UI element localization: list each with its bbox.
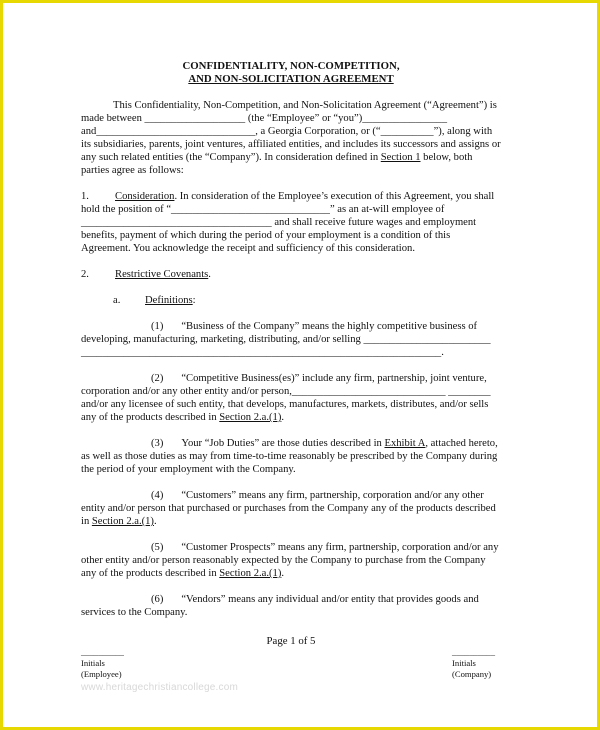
definition-text: “Customers” means any firm, partnership, corporation and/or any other entity and/or person that purchased or purchases from the Company any of the products described in <box>81 490 496 527</box>
section-2-heading: Restrictive Covenants <box>115 269 209 280</box>
definition-text-end: . <box>281 412 285 423</box>
initials-row <box>81 647 501 687</box>
definition-number: (5) <box>151 542 164 553</box>
section-2-heading-line <box>81 268 501 281</box>
employee-initials-block <box>81 647 124 680</box>
company-initials-block <box>452 647 495 680</box>
section-1-heading: Consideration <box>115 191 175 202</box>
employee-initials-sublabel: (Employee) <box>81 669 122 679</box>
definition-text: Your “Job Duties” are those duties described in <box>181 438 385 449</box>
intro-section-link[interactable]: Section 1 <box>380 152 421 163</box>
definition-reference-link[interactable]: Section 2.a.(1) <box>219 412 282 423</box>
intro-text: This Confidentiality, Non-Competition, and Non-Solicitation Agreement (“Agreement”) is made between ___________________ (the “Employee” or “you”)________________ and______________________________, a Georgia Corporation, or (“__________”), along with its subsidiaries, parents, joint ventures, affiliated entities, and includes its successors and assigns or any such related entities (the “Company”). In consideration defined in <box>81 100 501 163</box>
definition-item <box>81 593 501 619</box>
definition-item <box>81 320 501 359</box>
definition-number: (6) <box>151 594 164 605</box>
definition-item <box>81 372 501 424</box>
employee-initials-line[interactable]: __________ <box>81 647 124 657</box>
section-1-paragraph <box>81 190 501 255</box>
section-2-period: . <box>208 269 211 280</box>
subsection-a-colon: : <box>192 295 196 306</box>
definition-text: “Vendors” means any individual and/or entity that provides goods and services to the Company. <box>81 594 479 618</box>
section-2-number: 2. <box>81 269 89 280</box>
page-footer <box>81 635 501 687</box>
subsection-a-heading: Definitions <box>145 295 193 306</box>
definition-item <box>81 489 501 528</box>
intro-paragraph <box>81 99 501 177</box>
company-initials-line[interactable]: __________ <box>452 647 495 657</box>
definition-reference-link[interactable]: Section 2.a.(1) <box>219 568 282 579</box>
subsection-a-heading-line <box>81 294 501 307</box>
intro-text-end: below, both parties agree as follows: <box>81 152 473 176</box>
definitions-list <box>81 320 501 619</box>
definition-reference-link[interactable]: Section 2.a.(1) <box>91 516 154 527</box>
employee-initials-label: Initials <box>81 658 105 668</box>
definition-text: “Customer Prospects” means any firm, partnership, corporation and/or any other entity and/or person reasonably expected by the Company to purchase from the Company any of the products described in <box>81 542 499 579</box>
document-title <box>81 60 501 86</box>
definition-number: (4) <box>151 490 164 501</box>
definition-text-end: . <box>281 568 285 579</box>
watermark-text: www.heritagechristiancollege.com <box>81 682 239 693</box>
company-initials-sublabel: (Company) <box>452 669 492 679</box>
definition-text: “Business of the Company” means the highly competitive business of developing, manufacturing, marketing, distributing, and/or selling ________________________ ____________________________________________________________________. <box>81 321 491 358</box>
subsection-a-letter: a. <box>113 295 121 306</box>
definition-number: (3) <box>151 438 164 449</box>
section-1-text: . In consideration of the Employee’s execution of this Agreement, you shall hold the position of “______________________________” as an at-will employee of ____________________________________ and shall receive future wages and employment benefits, payment of which during the period of your employment is a condition of this Agreement. You acknowledge the receipt and sufficiency of this consideration. <box>81 191 495 254</box>
document-page <box>3 3 597 727</box>
definition-text: “Competitive Business(es)” include any firm, partnership, joint venture, corporation and/or any other entity and/or person,_____________________________ ________ and/or any licensee of such entity, that develops, manufactures, markets, distributes, and/or sells any of the products described in <box>81 373 491 423</box>
definition-number: (1) <box>151 321 164 332</box>
title-line-1: CONFIDENTIALITY, NON-COMPETITION, <box>182 60 400 72</box>
definition-number: (2) <box>151 373 164 384</box>
definition-text-end: , attached hereto, as well as those duties as may from time-to-time reasonably be prescribed by the Company during the period of your employment with the Company. <box>81 438 498 475</box>
document-body <box>81 60 501 619</box>
definition-reference-link[interactable]: Exhibit A <box>384 438 426 449</box>
definition-item <box>81 437 501 476</box>
page-number: Page 1 of 5 <box>266 635 316 647</box>
section-1-number: 1. <box>81 191 89 202</box>
definition-text-end: . <box>153 516 157 527</box>
company-initials-label: Initials <box>452 658 476 668</box>
title-line-2: AND NON-SOLICITATION AGREEMENT <box>188 73 394 85</box>
definition-item <box>81 541 501 580</box>
